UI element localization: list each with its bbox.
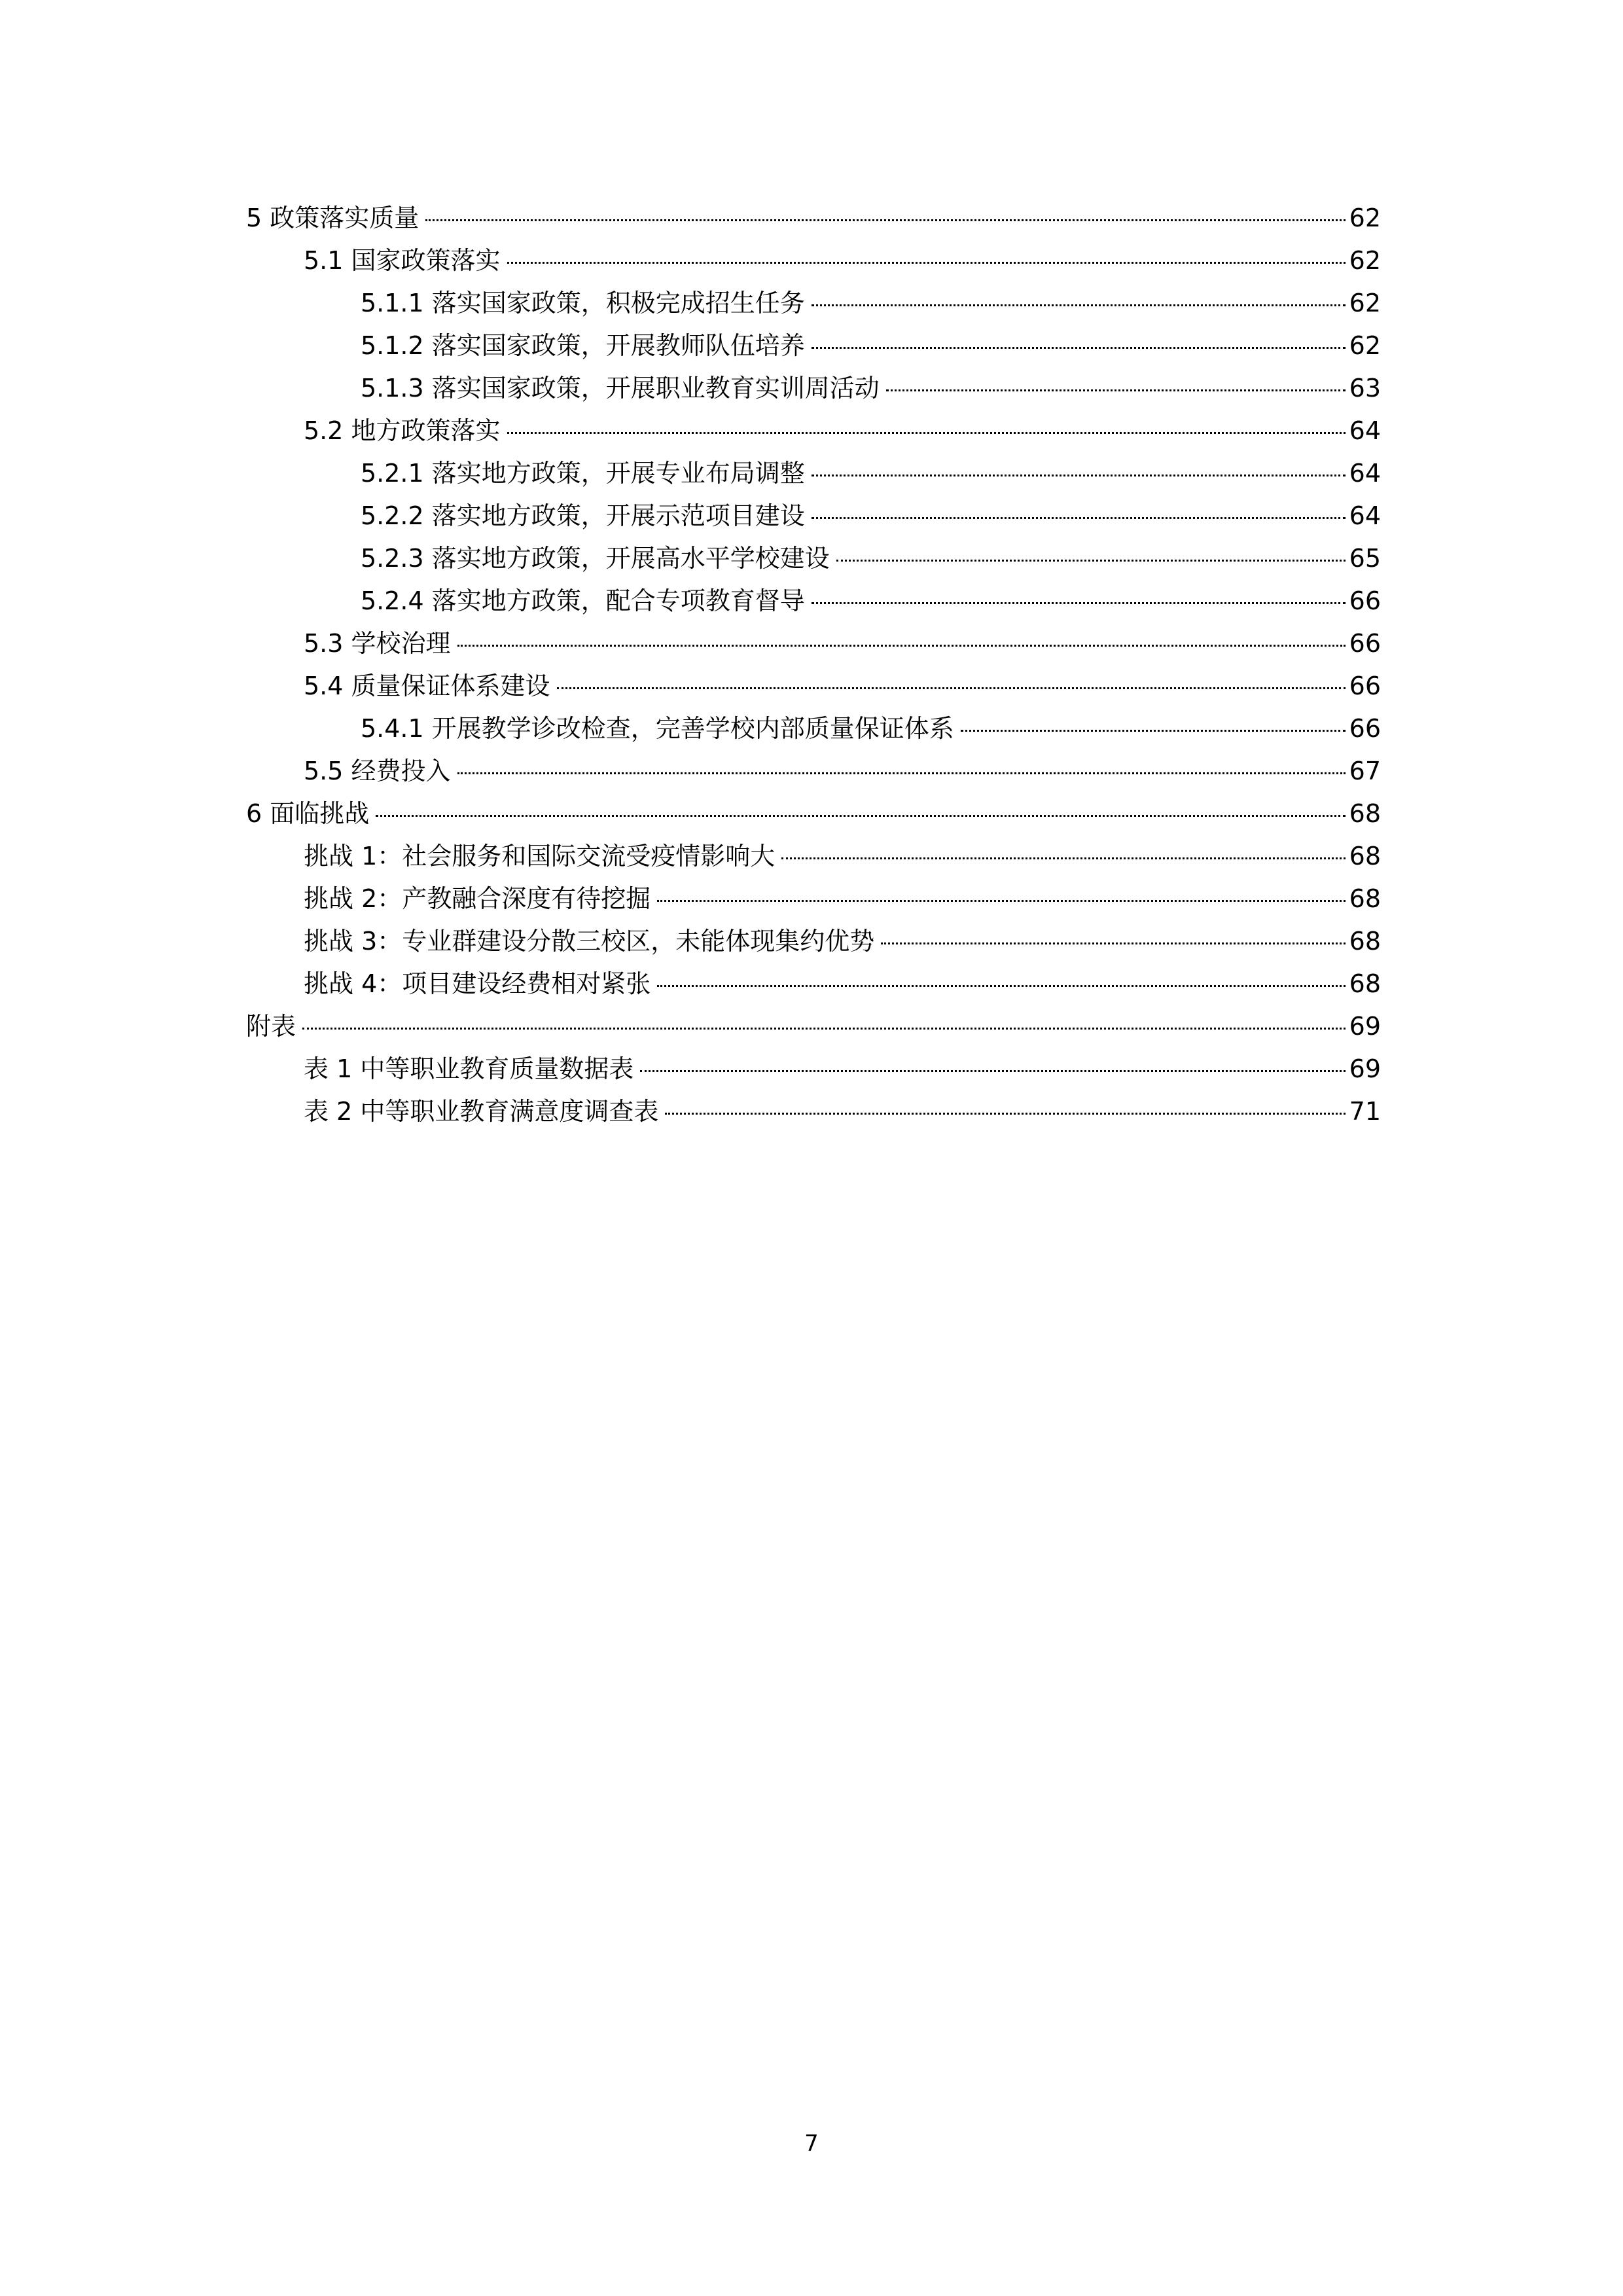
- toc-entry[interactable]: [246, 495, 1381, 537]
- dot-leader: [507, 432, 1346, 434]
- toc-entry[interactable]: [246, 1090, 1381, 1133]
- toc-entry-page: 66: [1349, 672, 1381, 700]
- dot-leader: [812, 304, 1346, 306]
- toc-entry-page: 62: [1349, 204, 1381, 232]
- toc-entry-page: 67: [1349, 757, 1381, 785]
- toc-entry-page: 68: [1349, 799, 1381, 828]
- toc-entry[interactable]: [246, 708, 1381, 750]
- toc-entry-page: 62: [1349, 289, 1381, 317]
- toc-entry[interactable]: [246, 835, 1381, 878]
- toc-entry-title: 5.1.1 落实国家政策，积极完成招生任务: [361, 289, 805, 317]
- dot-leader: [961, 730, 1346, 732]
- toc-entry[interactable]: [246, 197, 1381, 240]
- dot-leader: [557, 687, 1346, 689]
- toc-entry[interactable]: [246, 1048, 1381, 1090]
- dot-leader: [302, 1028, 1346, 1030]
- toc-entry-title: 表 1 中等职业教育质量数据表: [304, 1054, 634, 1083]
- toc-entry-title: 5.1.3 落实国家政策，开展职业教育实训周活动: [361, 374, 880, 403]
- dot-leader: [812, 347, 1346, 349]
- toc-entry[interactable]: [246, 452, 1381, 495]
- toc-entry-title: 5.4.1 开展教学诊改检查，完善学校内部质量保证体系: [361, 714, 954, 743]
- dot-leader: [376, 815, 1345, 817]
- dot-leader: [457, 772, 1346, 774]
- toc-entry[interactable]: [246, 665, 1381, 708]
- toc-entry-page: 66: [1349, 629, 1381, 658]
- toc-entry[interactable]: [246, 963, 1381, 1005]
- toc-entry[interactable]: [246, 410, 1381, 452]
- dot-leader: [657, 985, 1345, 987]
- toc-entry-title: 5.3 学校治理: [304, 629, 451, 658]
- dot-leader: [781, 857, 1345, 859]
- toc-entry[interactable]: [246, 240, 1381, 282]
- toc-entry[interactable]: [246, 1005, 1381, 1048]
- toc-entry-title: 5.1.2 落实国家政策，开展教师队伍培养: [361, 331, 805, 360]
- toc-entry-title: 附表: [246, 1012, 296, 1041]
- dot-leader: [507, 262, 1346, 264]
- toc-entry[interactable]: [246, 580, 1381, 622]
- toc-entry-title: 5.2.4 落实地方政策，配合专项教育督导: [361, 586, 805, 615]
- toc-entry[interactable]: [246, 325, 1381, 367]
- dot-leader: [881, 942, 1345, 944]
- dot-leader: [657, 900, 1345, 902]
- toc-entry-page: 64: [1349, 459, 1381, 488]
- toc-entry-page: 69: [1349, 1012, 1381, 1041]
- dot-leader: [812, 517, 1346, 519]
- toc-entry-page: 64: [1349, 501, 1381, 530]
- toc-entry-page: 64: [1349, 416, 1381, 445]
- toc-entry-title: 5.2.3 落实地方政策，开展高水平学校建设: [361, 544, 830, 573]
- toc-entry[interactable]: [246, 878, 1381, 920]
- toc-entry-page: 71: [1349, 1097, 1381, 1126]
- dot-leader: [425, 219, 1345, 221]
- dot-leader: [457, 645, 1346, 647]
- toc-entry-title: 挑战 1：社会服务和国际交流受疫情影响大: [304, 842, 776, 870]
- toc-entry-page: 63: [1349, 374, 1381, 403]
- toc-entry[interactable]: [246, 622, 1381, 665]
- toc-entry[interactable]: [246, 793, 1381, 835]
- dot-leader: [812, 602, 1346, 604]
- dot-leader: [836, 560, 1346, 562]
- toc-entry-title: 5.2.1 落实地方政策，开展专业布局调整: [361, 459, 805, 488]
- toc-entry-page: 62: [1349, 331, 1381, 360]
- dot-leader: [640, 1070, 1345, 1072]
- toc-entry-page: 66: [1349, 586, 1381, 615]
- toc-entry-title: 5.1 国家政策落实: [304, 246, 501, 275]
- toc-entry-title: 5 政策落实质量: [246, 204, 419, 232]
- toc-entry[interactable]: [246, 282, 1381, 325]
- toc-entry[interactable]: [246, 537, 1381, 580]
- toc-entry-page: 69: [1349, 1054, 1381, 1083]
- toc-entry-title: 5.5 经费投入: [304, 757, 451, 785]
- toc-entry-page: 68: [1349, 927, 1381, 956]
- dot-leader: [812, 475, 1346, 476]
- toc-entry[interactable]: [246, 367, 1381, 410]
- dot-leader: [665, 1113, 1345, 1115]
- toc-entry-title: 挑战 3：专业群建设分散三校区，未能体现集约优势: [304, 927, 875, 956]
- toc-entry-page: 66: [1349, 714, 1381, 743]
- toc-entry-title: 表 2 中等职业教育满意度调查表: [304, 1097, 659, 1126]
- toc-entry-title: 5.4 质量保证体系建设: [304, 672, 550, 700]
- toc-entry-title: 5.2 地方政策落实: [304, 416, 501, 445]
- toc-entry-title: 挑战 4：项目建设经费相对紧张: [304, 969, 651, 998]
- toc-entry[interactable]: [246, 920, 1381, 963]
- toc-entry-page: 68: [1349, 884, 1381, 913]
- toc-entry[interactable]: [246, 750, 1381, 793]
- table-of-contents: [246, 197, 1381, 1133]
- toc-entry-page: 68: [1349, 969, 1381, 998]
- toc-entry-page: 65: [1349, 544, 1381, 573]
- toc-entry-page: 68: [1349, 842, 1381, 870]
- toc-entry-title: 挑战 2：产教融合深度有待挖掘: [304, 884, 651, 913]
- toc-entry-title: 6 面临挑战: [246, 799, 370, 828]
- toc-entry-page: 62: [1349, 246, 1381, 275]
- dot-leader: [886, 389, 1346, 391]
- toc-entry-title: 5.2.2 落实地方政策，开展示范项目建设: [361, 501, 805, 530]
- page-number: 7: [804, 2130, 819, 2157]
